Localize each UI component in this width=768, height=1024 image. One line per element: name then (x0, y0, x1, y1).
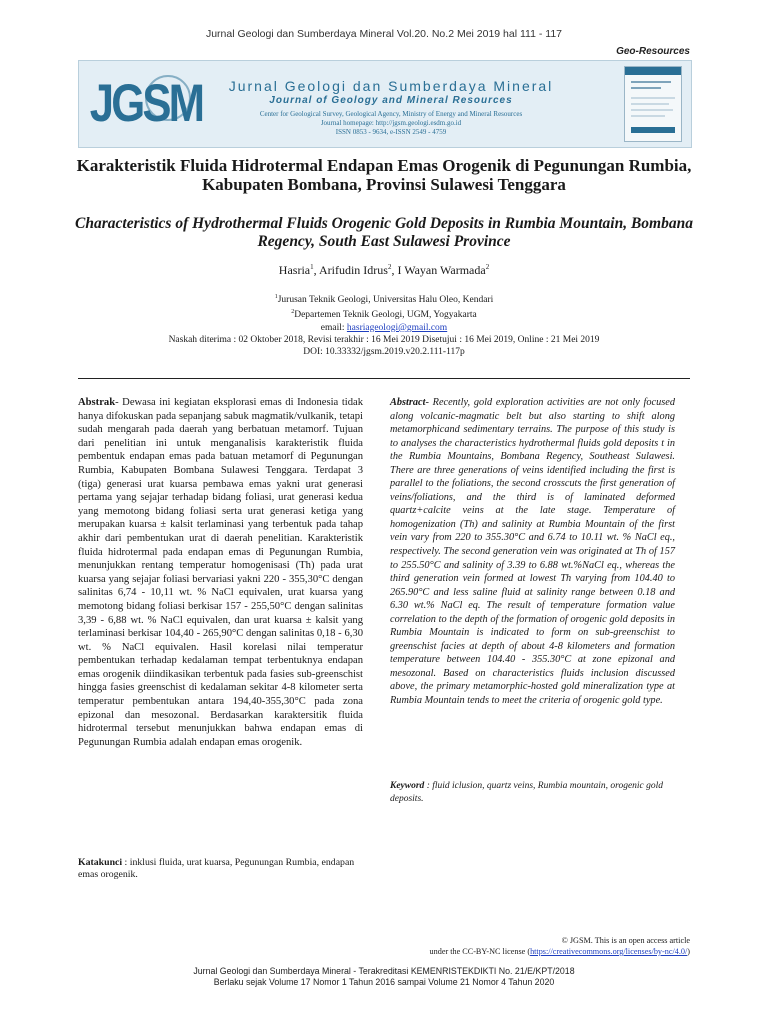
abstract-text: - Dewasa ini kegiatan eksplorasi emas di Indonesia tidak hanya difokuskan pada sepanjang sabuk magmatik/vulkanik, tetapi sudah mengarah pada daerah yang berbatuan metamorf. Tujuan dari penelitian ini untuk menganalisis karakteristik fluida pembentuk endapan emas pada batuan metamorf di Pegunungan Rumbia, Kabupaten Bombana Sulawesi Tenggara. Terdapat 3 (tiga) generasi urat kuarsa pembawa emas yakni urat generasi pertama yang sejajar terhadap bidang foliasi, urat generasi kedua yang memotong bidang foliasi serta urat generasi ketiga yang merupakan kuarsa ± kalsit terlaminasi yang terbentuk pada tahap akhir dari pembentukan urat di daerah penelitian. Karakteristik fluida hidrotermal pada endapan emas di Pegunungan Rumbia, menunjukkan rentang temperatur homogenisasi (Th) pada urat kuarsa yang sejajar foliasi bervariasi yakni 220 - 355,30°C dengan salinitas 6,74 - 10,11 wt. % NaCl equivalen, urat kuarsa yang memotong bidang foliasi berkisar 157 - 255,50°C dengan salinitas 3,39 - 6,88 wt. % NaCl equivalen, dan urat kuarsa ± kalsit yang terlaminasi berkisar 104,40 - 265,90°C dengan salinitas 0,18 - 6,30 wt. % NaCl equivalen. Hasil korelasi nilai temperatur pembentukan terhadap kedalaman tempat terbentuknya endapan emas orogenik diindikasikan terbentuk pada fasies sub-greenschist hingga fasies greenschist di kedalaman sekitar 4-8 kilometer serta temperatur pembentukan antara 194,40-355,30°C pada zona epizonal dan mesozonal. Berdasarkan karaktersitik fluida hidrotermal tersebut menunjukkan bahwa endapan emas di Pegunungan Rumbia adalah endapan emas orogenik. (78, 397, 363, 748)
running-head: Jurnal Geologi dan Sumberdaya Mineral Vol.20. No.2 Mei 2019 hal 111 - 117 (205, 28, 563, 40)
email-link[interactable]: hasriageologi@gmail.com (346, 322, 448, 333)
journal-subtitle: Journal of Geology and Mineral Resources (269, 95, 513, 106)
logo-text: JGSM (89, 74, 203, 134)
affiliation-1: $^1$Jurusan Teknik Geologi, Universitas Halu Oleo, Kendari (274, 294, 494, 306)
keywords-indonesian: Katakunci : inklusi fluida, urat kuarsa, Pegunungan Rumbia, endapan emas orogenik. (78, 857, 355, 880)
email-line: email: hasriageologi@gmail.com (320, 322, 448, 333)
article-title-id: Karakteristik Fluida Hidrotermal Endapan Emas Orogenik di Pegunungan Rumbia, Kabupaten Bombana, Provinsi Sulawesi Tenggara (76, 156, 692, 194)
issn-line: ISSN 0853 - 9634, e-ISSN 2549 - 4759 (335, 128, 447, 136)
publisher-line: Center for Geological Survey, Geological Agency, Ministry of Energy and Mineral Resources (259, 110, 523, 118)
journal-cover-thumbnail (624, 66, 682, 142)
homepage-line[interactable]: Journal homepage: http://jgsm.geologi.esdm.go.id (320, 119, 462, 127)
submission-dates: Naskah diterima : 02 Oktober 2018, Revisi terakhir : 16 Mei 2019 Disetujui : 16 Mei 2019, Online : 21 Mei 2019 (168, 334, 600, 345)
abstract-english (390, 396, 675, 708)
doi[interactable]: DOI: 10.33332/jgsm.2019.v20.2.111-117p (303, 347, 465, 358)
license-link[interactable]: https://creativecommons.org/licenses/by-nc/4.0/ (530, 947, 688, 956)
author-name: Arifudin Idrus (318, 263, 388, 277)
keywords-english: Keyword : fluid iclusion, quartz veins, Rumbia mountain, orogenic gold deposits. (390, 781, 664, 804)
license-note: © JGSM. This is an open access article under the CC-BY-NC license (https://creativecommons.org/licenses/by-nc/4.0/) (429, 936, 690, 956)
article-title-en: Characteristics of Hydrothermal Fluids Orogenic Gold Deposits in Rumbia Mountain, Bombana Regency, South East Sulawesi Province (75, 215, 693, 250)
abstract-label: Abstract (390, 397, 426, 408)
author-name: Hasria (278, 263, 311, 277)
abstract-label: Abstrak (78, 397, 116, 408)
page-footer: Jurnal Geologi dan Sumberdaya Mineral - Terakreditasi KEMENRISTEKDIKTI No. 21/E/KPT/2018 Berlaku sejak Volume 17 Nomor 1 Tahun 2016 sampai Volume 21 Nomor 4 Tahun 2020 (193, 966, 575, 987)
author-list: Hasria$^1$, Arifudin Idrus$^2$, I Wayan Warmada$^2$ (278, 263, 490, 277)
abstract-text: - Recently, gold exploration activities are not only focused along volcanic-magmatic belt but also starting to shift along metamorphicand sedimentary terrains. The purpose of this study is to analyses the characteristics hydrothermal fluids gold deposits t in the Rumbia Mountains, Bombana Regency, Southeast Sulawesi. There are three generations of veins identified including the first is parallel to the foliations, the second crosscuts the first generation of veins/foliations, and the third is of laminated deformed quartz+calcite veins at the late stage. Temperature of homogenization (Th) and salinity at Rumbia Mountain of the first vein vary from 220 to 355.30°C and 6.74 to 10.11 wt. % NaCl eq., respectively. The second generation vein was originated at Th of 157 to 255.50°C and salinity of 3.39 to 6.88 wt.%NaCl eq., whereas the third generation vein formed at lowest Th varying from 104.40 to 265.90°C and less saline fluid at salinity range between 0.18 and 6.30 wt.% NaCl eq. The result of temperature formation value correlation to the depth of the formation of orogenic gold deposits in Rumbia Mountain is indicated to form on sub-greenschist to greenschist facies at depth of about 4-8 kilometers and formation temperature between 104.40 - 355.30°C at zone epizonal and mesozonal. Based on characteristics fluids inclusion discussed above, the primary metamorphic-hosted gold mineralization type at Rumbia Mountain tends to meet the criteria of orogenic gold type. (390, 397, 675, 707)
abstract-indonesian (78, 396, 363, 749)
journal-masthead (210, 78, 572, 137)
affiliation-2: $^2$Departemen Teknik Geologi, UGM, Yogyakarta (291, 309, 477, 321)
affiliations (0, 291, 768, 358)
section-divider (78, 378, 690, 379)
author-name: I Wayan Warmada (397, 263, 486, 277)
journal-logo (86, 66, 206, 140)
journal-title: Jurnal Geologi dan Sumberdaya Mineral (228, 78, 554, 94)
section-label: Geo-Resources (616, 46, 690, 57)
